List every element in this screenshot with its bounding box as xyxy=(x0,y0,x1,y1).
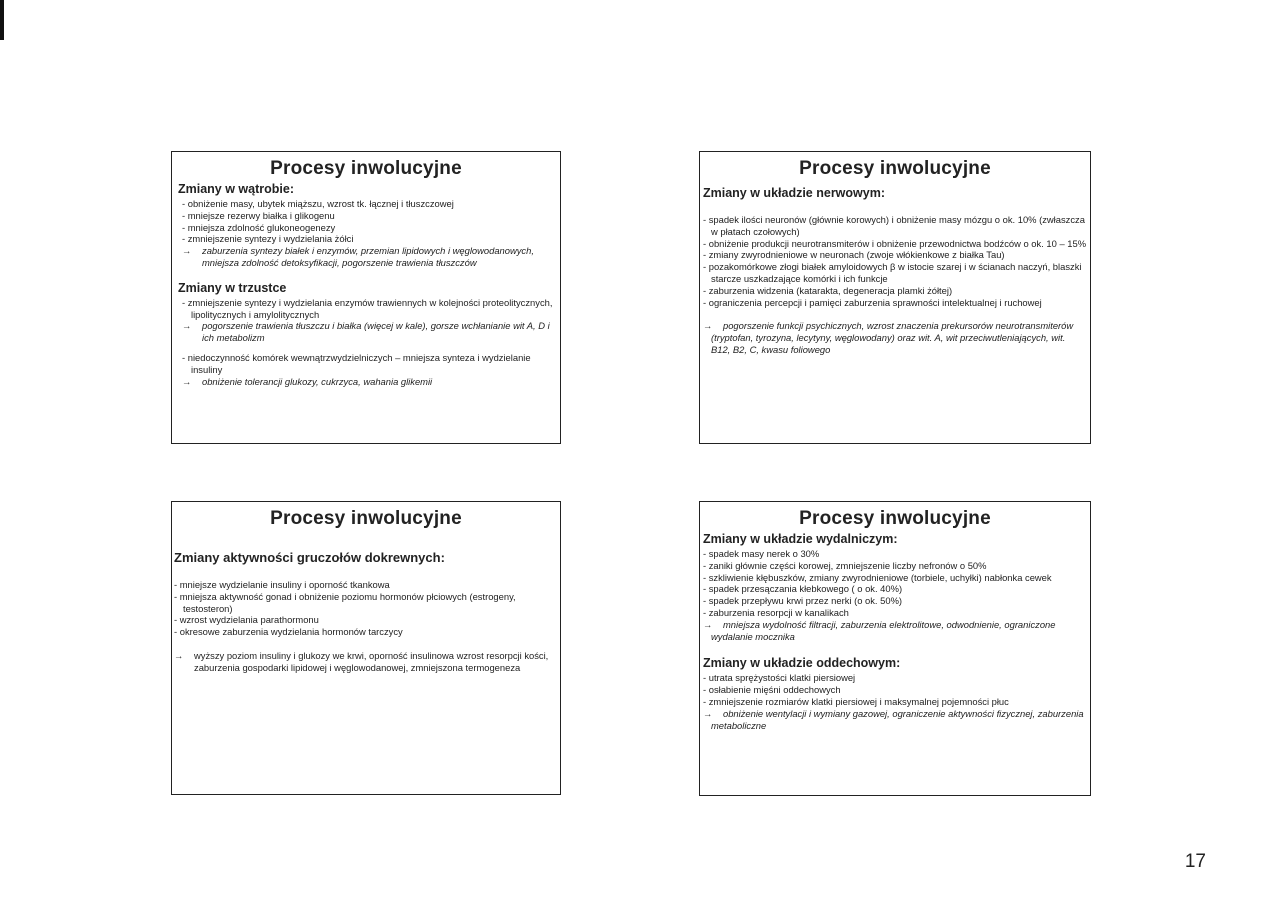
section-heading-urinary: Zmiany w układzie wydalniczym: xyxy=(703,532,898,546)
list-item: - ograniczenia percepcji i pamięci zaburzenia sprawności intelektualnej i ruchowej xyxy=(703,296,1042,308)
section-heading-endocrine: Zmiany aktywności gruczołów dokrewnych: xyxy=(174,550,445,565)
list-item: - utrata sprężystości klatki piersiowej xyxy=(703,672,856,684)
endocrine-changes-list xyxy=(174,579,558,638)
consequence-text: obniżenie wentylacji i wymiany gazowej, ograniczenie aktywności fizycznej, zaburzenia metaboliczne xyxy=(711,707,1084,731)
list-item: - osłabienie mięśni oddechowych xyxy=(703,684,841,696)
consequence-item xyxy=(703,619,1087,643)
consequence-text: zaburzenia syntezy białek i enzymów, przemian lipidowych i węglowodanowych, mniejsza zdolność detoksyfikacji, pogorszenie trawienia tłuszczów xyxy=(202,245,534,268)
slide-4 xyxy=(699,501,1091,796)
slide-2 xyxy=(699,151,1091,444)
list-item: - zmiany zwyrodnieniowe w neuronach (zwoje włókienkowe z białka Tau) xyxy=(703,249,1005,261)
slide-title: Procesy inwolucyjne xyxy=(270,508,462,529)
consequence-item xyxy=(174,650,558,674)
list-item: - zaburzenia resorpcji w kanalikach xyxy=(703,606,849,618)
arrow-icon: → xyxy=(182,245,192,257)
list-item: - zmniejszenie syntezy i wydzielania żółci xyxy=(182,233,354,245)
consequence-text: obniżenie tolerancji glukozy, cukrzyca, wahania glikemii xyxy=(202,375,433,387)
arrow-icon: → xyxy=(703,320,713,332)
list-item: - zaniki głównie części korowej, zmniejszenie liczby nefronów o 50% xyxy=(703,559,987,571)
list-item: - spadek masy nerek o 30% xyxy=(703,548,820,559)
slide-title: Procesy inwolucyjne xyxy=(799,158,991,179)
respiratory-changes-list xyxy=(703,672,1087,731)
list-item: - pozakomórkowe złogi białek amyloidowych β w istocie szarej i w ścianach naczyń, blaszki starcze uszkadzające komórki i ich funkcje xyxy=(703,261,1082,284)
list-item: - zmniejszenie syntezy i wydzielania enzymów trawiennych w kolejności proteolitycznych, lipolitycznych i amylolitycznych xyxy=(182,296,553,320)
list-item: - obniżenie masy, ubytek miąższu, wzrost tk. łącznej i tłuszczowej xyxy=(182,198,454,209)
section-heading-respiratory: Zmiany w układzie oddechowym: xyxy=(703,656,901,671)
consequence-item xyxy=(703,708,1087,732)
pancreas-changes-list xyxy=(178,297,554,344)
consequence-text: wyższy poziom insuliny i glukozy we krwi, oporność insulinowa wzrost resorpcji kości, zaburzenia gospodarki lipidowej i węglowodanowej, zmniejszona termogeneza xyxy=(194,649,549,673)
arrow-icon: → xyxy=(703,707,713,719)
consequence-text: pogorszenie funkcji psychicznych, wzrost znaczenia prekursorów neurotransmiterów (tryptofan, tyrozyna, lecytyny, węglowodany) oraz wit. A, wit przeciwutleniających, wit. B12, B2, C, kwasu foliowego xyxy=(711,320,1074,355)
arrow-icon: → xyxy=(174,649,184,661)
list-item: - zmniejszenie rozmiarów klatki piersiowej i maksymalnej pojemności płuc xyxy=(703,695,1009,707)
list-item: - spadek przepływu krwi przez nerki (o ok. 50%) xyxy=(703,595,903,607)
consequence-text: mniejsza wydolność filtracji, zaburzenia elektrolitowe, odwodnienie, ograniczone wydalanie mocznika xyxy=(711,618,1056,642)
list-item: - mniejsza aktywność gonad i obniżenie poziomu hormonów płciowych (estrogeny, testosteron) xyxy=(174,590,516,614)
list-item: - spadek ilości neuronów (głównie korowych) i obniżenie masy mózgu o ok. 10% (zwłaszcza w płatach czołowych) xyxy=(703,214,1085,237)
consequence-item xyxy=(178,376,554,388)
list-item: - zaburzenia widzenia (katarakta, degeneracja plamki żółtej) xyxy=(703,284,953,296)
nervous-consequence-list xyxy=(703,320,1087,355)
slide-3 xyxy=(171,501,561,795)
section-heading-liver: Zmiany w wątrobie: xyxy=(178,182,294,196)
urinary-changes-list xyxy=(703,548,1087,642)
consequence-item xyxy=(178,320,554,344)
list-item: - mniejsze wydzielanie insuliny i oporność tkankowa xyxy=(174,579,390,590)
slide-title: Procesy inwolucyjne xyxy=(799,508,991,529)
list-item: - mniejsze rezerwy białka i glikogenu xyxy=(182,209,335,221)
slide-1 xyxy=(171,151,561,444)
list-item: - wzrost wydzielania parathormonu xyxy=(174,614,319,626)
endocrine-consequence-list xyxy=(174,650,558,674)
list-item: - mniejsza zdolność glukoneogenezy xyxy=(182,221,336,233)
page-number: 17 xyxy=(1184,851,1206,872)
section-heading-pancreas: Zmiany w trzustce xyxy=(178,280,287,295)
arrow-icon: → xyxy=(182,375,192,387)
list-item: - szkliwienie kłębuszków, zmiany zwyrodnieniowe (torbiele, uchyłki) nabłonka cewek xyxy=(703,571,1052,583)
endocrine-pancreas-list xyxy=(178,352,554,387)
consequence-text: pogorszenie trawienia tłuszczu i białka (więcej w kale), gorsze wchłanianie wit A, D i ich metabolizm xyxy=(202,320,550,344)
section-heading-nervous: Zmiany w układzie nerwowym: xyxy=(703,186,885,200)
list-item: - niedoczynność komórek wewnątrzwydzielniczych – mniejsza synteza i wydzielanie insuliny xyxy=(182,351,531,375)
nervous-changes-list xyxy=(703,214,1087,308)
list-item: - obniżenie produkcji neurotransmiterów i obniżenie przewodnictwa bodźców o ok. 10 – 15% xyxy=(703,237,1087,249)
arrow-icon: → xyxy=(182,320,192,332)
consequence-item xyxy=(703,320,1087,355)
liver-changes-list xyxy=(178,198,554,269)
slide-title: Procesy inwolucyjne xyxy=(270,158,462,179)
list-item: - spadek przesączania kłebkowego ( o ok. 40%) xyxy=(703,583,903,595)
list-item: - okresowe zaburzenia wydzielania hormonów tarczycy xyxy=(174,626,403,638)
arrow-icon: → xyxy=(703,618,713,630)
consequence-item xyxy=(178,245,554,269)
scan-edge-mark xyxy=(0,0,4,40)
